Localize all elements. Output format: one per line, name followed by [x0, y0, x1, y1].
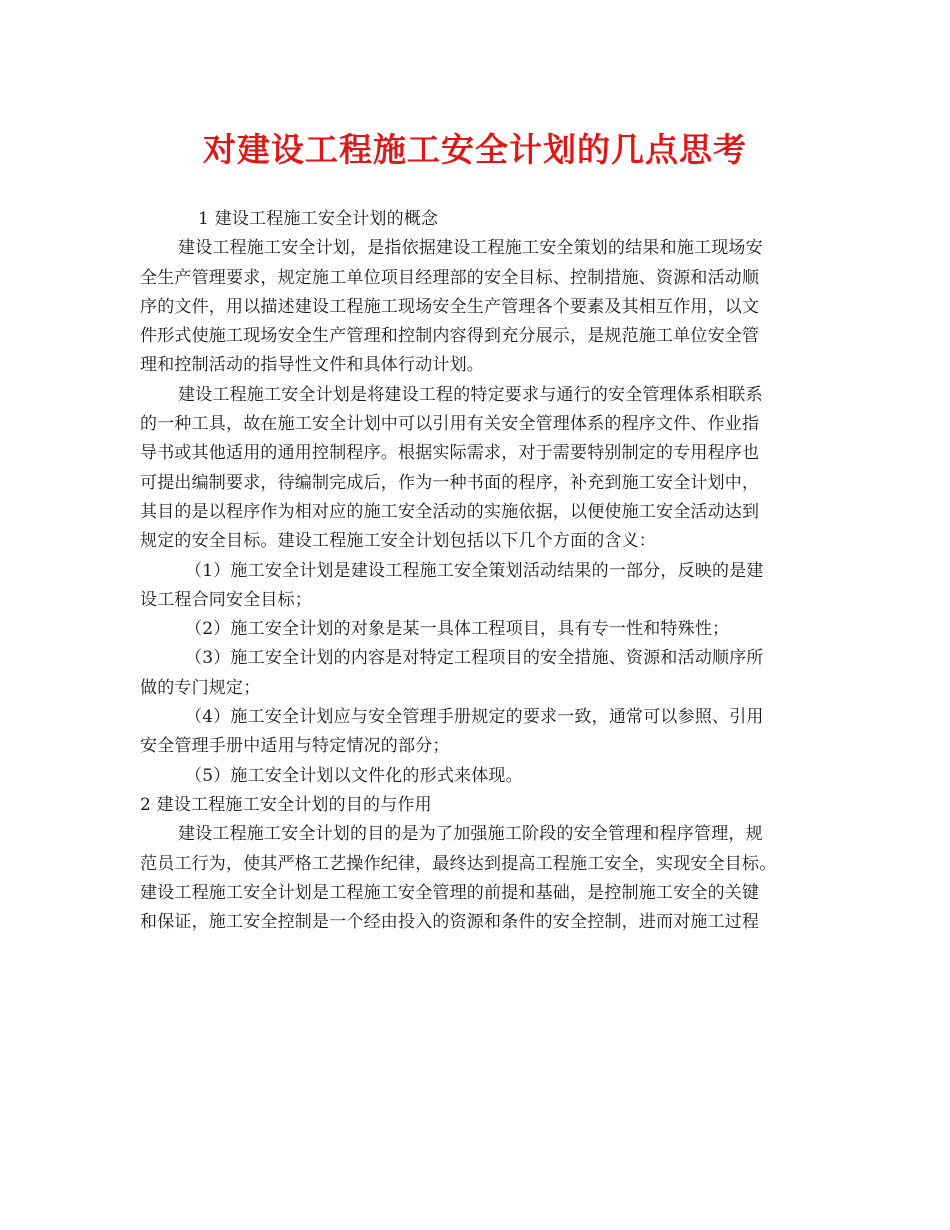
text-line: 可提出编制要求，待编制完成后，作为一种书面的程序，补充到施工安全计划中， — [140, 472, 760, 493]
text-line: 安全管理手册中适用与特定情况的部分； — [140, 736, 450, 757]
text-line: 规定的安全目标。建设工程施工安全计划包括以下几个方面的含义： — [140, 531, 656, 552]
document-title: 对建设工程施工安全计划的几点思考 — [203, 130, 747, 169]
text-line: 2 建设工程施工安全计划的目的与作用 — [140, 794, 432, 815]
text-line: 和保证，施工安全控制是一个经由投入的资源和条件的安全控制，进而对施工过程 — [140, 912, 760, 933]
text-line: 全生产管理要求，规定施工单位项目经理部的安全目标、控制措施、资源和活动顺 — [140, 267, 760, 288]
text-line: 1 建设工程施工安全计划的概念 — [198, 209, 439, 229]
text-line: 序的文件，用以描述建设工程施工现场安全生产管理各个要素及其相互作用，以文 — [140, 296, 760, 317]
text-line: 建设工程施工安全计划，是指依据建设工程施工安全策划的结果和施工现场安 — [178, 238, 763, 259]
text-line: （4）施工安全计划应与安全管理手册规定的要求一致，通常可以参照、引用 — [185, 707, 764, 728]
text-line: 的一种工具，故在施工安全计划中可以引用有关安全管理体系的程序文件、作业指 — [140, 414, 760, 435]
text-line: （5）施工安全计划以文件化的形式来体现。 — [185, 765, 523, 786]
text-line: 设工程合同安全目标； — [140, 589, 312, 610]
text-line: 范员工行为，使其严格工艺操作纪律，最终达到提高工程施工安全，实现安全目标。 — [140, 853, 777, 874]
text-line: 建设工程施工安全计划的目的是为了加强施工阶段的安全管理和程序管理，规 — [178, 824, 763, 845]
document-body — [140, 205, 812, 937]
text-line: 理和控制活动的指导性文件和具体行动计划。 — [140, 355, 484, 376]
text-line: 建设工程施工安全计划是工程施工安全管理的前提和基础，是控制施工安全的关键 — [140, 882, 760, 903]
text-line: 做的专门规定； — [140, 677, 261, 698]
text-line: （1）施工安全计划是建设工程施工安全策划活动结果的一部分，反映的是建 — [185, 560, 764, 581]
text-line: 导书或其他适用的通用控制程序。根据实际需求，对于需要特别制定的专用程序也 — [140, 443, 760, 464]
text-line: 建设工程施工安全计划是将建设工程的特定要求与通行的安全管理体系相联系 — [178, 384, 763, 405]
text-line: （2）施工安全计划的对象是某一具体工程项目，具有专一性和特殊性； — [185, 619, 730, 640]
text-line: 件形式使施工现场安全生产管理和控制内容得到充分展示，是规范施工单位安全管 — [140, 326, 760, 347]
text-line: （3）施工安全计划的内容是对特定工程项目的安全措施、资源和活动顺序所 — [185, 648, 764, 669]
text-line: 其目的是以程序作为相对应的施工安全活动的实施依据，以便使施工安全活动达到 — [140, 501, 760, 522]
